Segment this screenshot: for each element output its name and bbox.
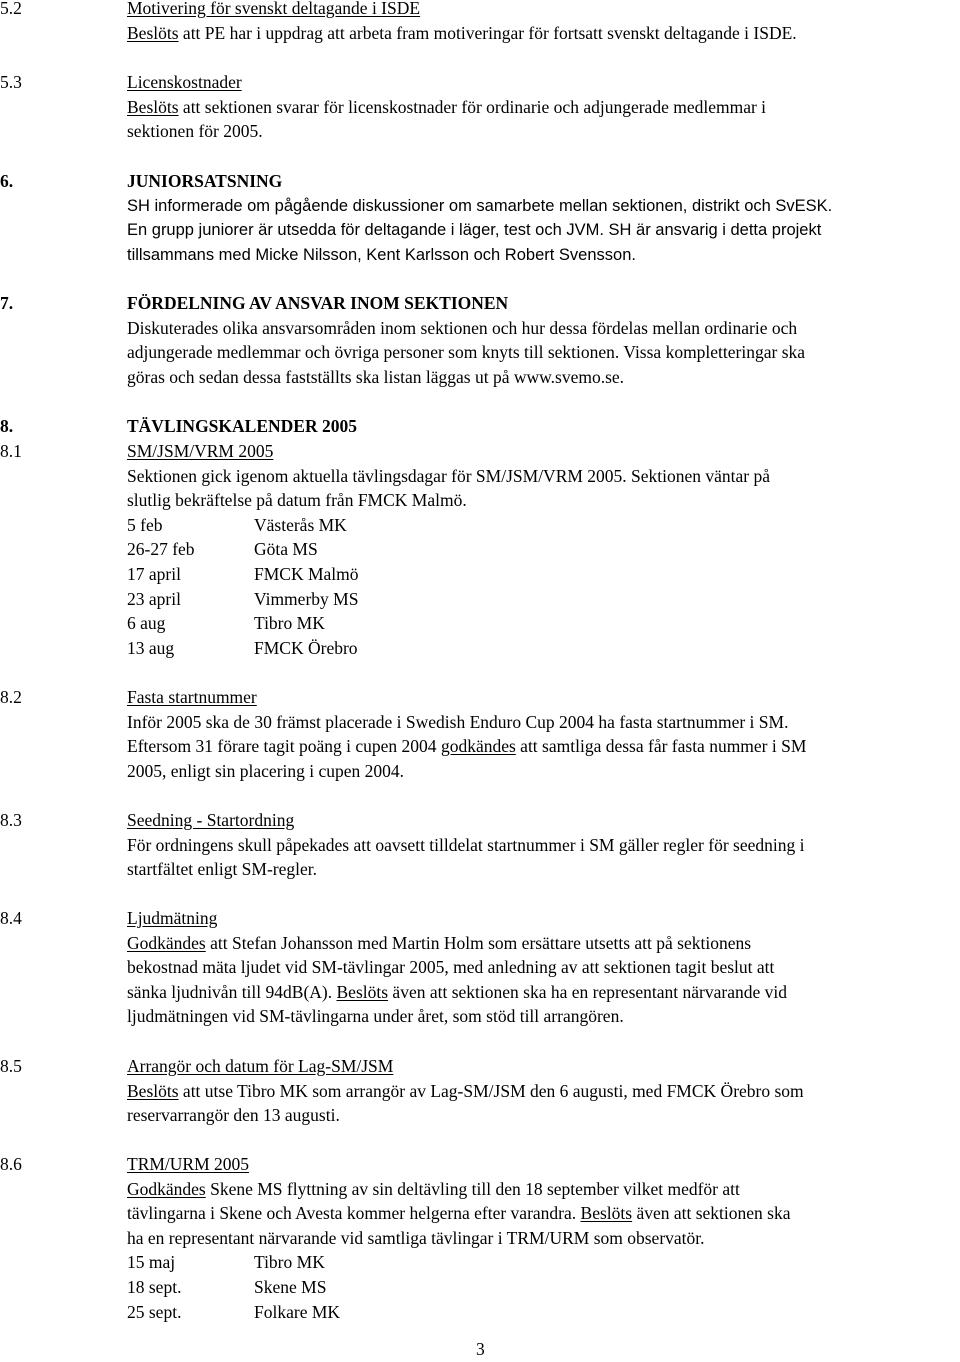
section-text: Sektionen gick igenom aktuella tävlingsdagar för SM/JSM/VRM 2005. Sektionen väntar på — [127, 465, 771, 486]
event-club: FMCK Malmö — [254, 563, 359, 584]
section-text: startfältet enligt SM-regler. — [127, 859, 318, 880]
event-club: FMCK Örebro — [254, 637, 358, 658]
section-number: 8.4 — [0, 908, 22, 928]
text-run: att utse Tibro MK som arrangör av Lag-SM/JSM den 6 augusti, med FMCK Örebro som — [178, 1080, 804, 1101]
section-text: bekostnad mäta ljudet vid SM-tävlingar 2005, med anledning av att sektionen tagit beslut att — [127, 957, 775, 978]
section-title: Motivering för svenskt deltagande i ISDE — [127, 0, 421, 18]
section-title: SM/JSM/VRM 2005 — [127, 441, 274, 461]
section-title: Seedning - Startordning — [127, 810, 295, 830]
section-number: 6. — [0, 171, 14, 191]
section-text: Diskuterades olika ansvarsområden inom sektionen och hur dessa fördelas mellan ordinarie och — [127, 317, 798, 338]
event-club: Vimmerby MS — [254, 588, 359, 609]
section-number: 8.3 — [0, 810, 22, 830]
event-date: 25 sept. — [127, 1301, 182, 1322]
text-run: att sektionen svarar för licenskostnader för ordinarie och adjungerade medlemmar i — [178, 96, 767, 117]
section-title: FÖRDELNING AV ANSVAR INOM SEKTIONEN — [127, 293, 509, 313]
section-text: adjungerade medlemmar och övriga personer som knyts till sektionen. Vissa kompletteringar ska — [127, 342, 806, 363]
event-row — [127, 1300, 957, 1325]
section-number: 7. — [0, 293, 14, 313]
event-club: Folkare MK — [254, 1301, 341, 1322]
event-date: 23 april — [127, 588, 181, 609]
section-text — [127, 21, 957, 46]
section-text — [127, 734, 957, 759]
section-title: JUNIORSATSNING — [127, 171, 283, 191]
event-club: Tibro MK — [254, 1252, 325, 1273]
text-run: att Stefan Johansson med Martin Holm som ersättare utsetts att på sektionens — [205, 932, 752, 953]
section-number: 5.3 — [0, 72, 22, 92]
section-number: 8.1 — [0, 441, 22, 461]
text-run: tävlingarna i Skene och Avesta kommer helgerna efter varandra. — [127, 1203, 581, 1224]
event-date: 5 feb — [127, 514, 163, 535]
decision-keyword: Godkändes — [127, 932, 206, 953]
event-date: 17 april — [127, 563, 181, 584]
event-row — [127, 562, 957, 587]
event-club: Skene MS — [254, 1276, 327, 1297]
section-text: tillsammans med Micke Nilsson, Kent Karlsson och Robert Svensson. — [127, 245, 636, 264]
event-date: 26-27 feb — [127, 539, 195, 560]
event-row — [127, 611, 957, 636]
section-title: Ljudmätning — [127, 908, 218, 928]
section-number: 8.6 — [0, 1154, 22, 1174]
event-club: Tibro MK — [254, 613, 325, 634]
section-title: Licenskostnader — [127, 72, 242, 92]
text-run: Eftersom 31 förare tagit poäng i cupen 2004 — [127, 736, 441, 757]
section-title: TRM/URM 2005 — [127, 1154, 250, 1174]
section-text — [127, 95, 957, 120]
section-number: 5.2 — [0, 0, 22, 18]
event-row — [127, 537, 957, 562]
event-club: Västerås MK — [254, 514, 347, 535]
text-run: att PE har i uppdrag att arbeta fram motiveringar för fortsatt svenskt deltagande i ISDE. — [178, 22, 797, 43]
section-text — [127, 1201, 957, 1226]
event-date: 13 aug — [127, 637, 175, 658]
decision-keyword: Beslöts — [580, 1203, 633, 1224]
event-row — [127, 1275, 957, 1300]
section-title: TÄVLINGSKALENDER 2005 — [127, 416, 357, 436]
text-run: Skene MS flyttning av sin deltävling till den 18 september vilket medför att — [205, 1178, 740, 1199]
event-date: 15 maj — [127, 1252, 176, 1273]
section-title: Fasta startnummer — [127, 687, 257, 707]
decision-keyword: Beslöts — [127, 22, 179, 43]
section-text: reservarrangör den 13 augusti. — [127, 1105, 340, 1126]
section-text — [127, 931, 957, 956]
text-run: att samtliga dessa får fasta nummer i SM — [515, 736, 807, 757]
section-number: 8.2 — [0, 687, 22, 707]
section-number: 8.5 — [0, 1056, 22, 1076]
decision-keyword: Godkändes — [127, 1178, 206, 1199]
section-text: SH informerade om pågående diskussioner om samarbete mellan sektionen, distrikt och SvESK. — [127, 196, 833, 215]
section-text — [127, 1079, 957, 1104]
event-club: Göta MS — [254, 539, 318, 560]
decision-keyword: Beslöts — [127, 96, 179, 117]
event-date: 18 sept. — [127, 1276, 182, 1297]
section-text: För ordningens skull påpekades att oavsett tilldelat startnummer i SM gäller regler för seedning i — [127, 834, 805, 855]
event-row — [127, 513, 957, 538]
decision-keyword: Beslöts — [336, 981, 389, 1002]
text-run: även att sektionen ska ha en representant närvarande vid — [388, 981, 787, 1002]
section-text: ha en representant närvarande vid samtliga tävlingar i TRM/URM som observatör. — [127, 1227, 705, 1248]
section-text: sektionen för 2005. — [127, 121, 263, 142]
section-number: 8. — [0, 416, 14, 436]
text-run: En grupp juniorer är utsedda för deltagande i läger, test och JVM. — [127, 221, 604, 240]
text-run: sänka ljudnivån till 94dB(A). — [127, 981, 337, 1002]
event-row — [127, 587, 957, 612]
section-text — [127, 365, 957, 390]
section-text — [127, 1177, 957, 1202]
page-number: 3 — [476, 1339, 485, 1359]
section-text: slutlig bekräftelse på datum från FMCK Malmö. — [127, 490, 467, 511]
text-run: göras och sedan dessa fastställts ska listan läggas ut på www.svemo.se. — [127, 366, 625, 387]
section-text — [127, 980, 957, 1005]
event-row — [127, 636, 957, 661]
section-text: 2005, enligt sin placering i cupen 2004. — [127, 760, 405, 781]
section-title: Arrangör och datum för Lag-SM/JSM — [127, 1056, 394, 1076]
event-row — [127, 1250, 957, 1275]
decision-keyword: Beslöts — [127, 1080, 179, 1101]
section-text — [127, 218, 957, 243]
event-date: 6 aug — [127, 613, 166, 634]
decision-keyword: godkändes — [440, 736, 516, 757]
text-run: SH är ansvarig i detta projekt — [603, 221, 822, 240]
text-run: även att sektionen ska — [632, 1203, 791, 1224]
section-text: ljudmätningen vid SM-tävlingarna under året, som stöd till arrangören. — [127, 1006, 624, 1027]
section-text: Inför 2005 ska de 30 främst placerade i Swedish Enduro Cup 2004 ha fasta startnummer i SM. — [127, 711, 789, 732]
